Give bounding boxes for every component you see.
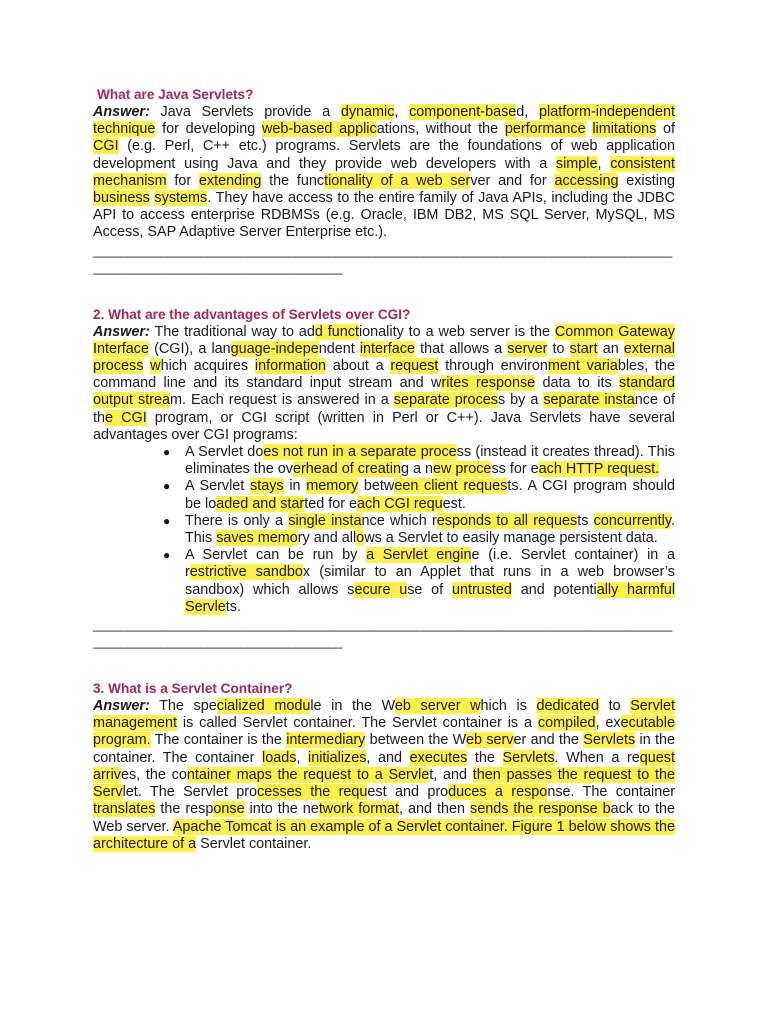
highlighted-text: eb serv: [466, 732, 514, 749]
highlighted-text: es not run in a separate proce: [263, 444, 457, 461]
highlighted-text: een client reques: [394, 478, 508, 495]
highlighted-text: compiled: [537, 715, 596, 732]
highlighted-text: cesses the requ: [257, 784, 368, 801]
highlighted-text: mechanism: [93, 172, 167, 189]
highlighted-text: ally harmful Servle: [185, 581, 676, 615]
list-item: [163, 478, 675, 512]
question-heading-2: 2. What are the advantages of Servlets over CGI?: [93, 306, 411, 322]
answer-label: Answer:: [93, 104, 150, 120]
answer-paragraph-2: [93, 324, 675, 444]
highlighted-text: e CGI: [105, 409, 147, 426]
highlighted-text: initializes: [308, 749, 367, 766]
highlighted-text: technique: [93, 121, 156, 138]
highlighted-text: ment varia: [547, 358, 618, 375]
highlighted-text: then passes the request to the Serv: [93, 766, 676, 801]
highlighted-text: translates: [93, 801, 156, 818]
highlighted-text: external process: [93, 340, 675, 375]
bullet-icon: ●: [163, 513, 171, 528]
list-item-text: A Servlet stays in memory between client requests. A CGI program should be loaded and started for each CGI request.: [185, 478, 675, 512]
list-item-text: A Servlet can be run by a Servlet engine (i.e. Servlet container) in a restrictive sandbox (similar to an Applet that runs in a web browser’s sandbox) which allows secure use of untrusted and potentially harmful Servlets.: [185, 547, 676, 615]
highlighted-text: stays: [250, 478, 284, 495]
highlighted-text: loads: [262, 749, 297, 766]
document-page: [93, 86, 675, 853]
highlighted-text: systems: [154, 190, 208, 207]
highlighted-text: Servlets: [502, 749, 555, 766]
highlighted-text: limitations: [592, 121, 657, 138]
highlighted-text: ach HTTP request.: [538, 461, 660, 478]
answer-text: The traditional way to add functionality to a web server is the Common Gateway Interface (CGI), a language-independent interface that allows a server to start an external process which acquires information about a request through environment variables, the command line and its standard input stream and writes response data to its standard output stream. Each request is answered in a separate process by a separate instance of the CGI program, or CGI script (written in Perl or C++). Java Servlets have several advantages over CGI programs:: [93, 323, 676, 443]
highlighted-text: ew proce: [433, 461, 492, 478]
highlighted-text: request: [390, 358, 439, 375]
list-item: [163, 444, 675, 478]
highlighted-text: concurrently: [593, 512, 671, 529]
highlighted-text: twork format: [318, 801, 399, 818]
answer-label: Answer:: [93, 698, 150, 715]
list-item: [163, 547, 676, 616]
highlighted-text: a Servlet engin: [366, 547, 472, 564]
highlighted-text: esponds to all reques: [436, 512, 578, 529]
highlighted-text: onse: [213, 801, 245, 818]
highlighted-text: ntainer maps the request to a Servle: [186, 766, 430, 783]
list-item-text: There is only a single instance which responds to all requests concurrently. This saves memory and allows a Servlet to easily manage persistent data.: [185, 512, 675, 547]
bullet-icon: ●: [163, 479, 171, 494]
highlighted-text: single insta: [288, 512, 362, 529]
highlighted-text: estrictive sandbo: [189, 564, 303, 581]
highlighted-text: separate insta: [543, 392, 635, 409]
answer-text: The specialized module in the Web server which is dedicated to Servlet management is called Servlet container. The Servlet container is a compiled, executable program. The container is the intermediary between the Web server and the Servlets in the container. The container loads, initializes, and executes the Servlets. When a request arrives, the container maps the request to a Servlet, and then passes the request to the Servlet. The Servlet processes the request and produces a response. The container translates the response into the network format, and then sends the response back to the Web server. Apache Tomcat is an example of a Servlet container. Figure 1 below shows the architecture of a Servlet container.: [93, 698, 676, 852]
highlighted-text: w: [150, 358, 161, 375]
highlighted-text: performance: [504, 121, 586, 138]
highlighted-text: intermediary: [286, 732, 366, 749]
highlighted-text: component-base: [409, 104, 517, 120]
separator-line: ______________________________________________________________________________________: [93, 617, 672, 633]
highlighted-text: memory: [306, 478, 359, 495]
list-item-text: A Servlet does not run in a separate process (instead it creates thread). This eliminates the overhead of creating a new process for each HTTP request.: [185, 444, 675, 478]
question-heading-1: What are Java Servlets?: [97, 87, 254, 102]
highlighted-text: separate proces: [393, 392, 498, 409]
separator-line: ______________________________________________________________________________________: [93, 242, 672, 258]
highlighted-text: standard output strea: [93, 375, 676, 409]
highlighted-text: untrusted: [451, 581, 512, 598]
highlighted-text: d funct: [314, 323, 359, 340]
answer-paragraph-1: [93, 104, 675, 242]
highlighted-text: information: [254, 358, 327, 375]
highlighted-text: cialized modu: [216, 698, 311, 715]
answer-text: Java Servlets provide a dynamic, component-based, platform-independent technique for developing web-based applications, without the performance limitations of CGI (e.g. Perl, C++ etc.) programs. Servlets are the foundations of web application development using Java and they provide web developers with a simple, consistent mechanism for extending the functionality of a web server and for accessing existing business systems. They have access to the entire family of Java APIs, including the JDBC API to access enterprise RDBMSs (e.g. Oracle, IBM DB2, MS SQL Server, MySQL, MS Access, SAP Adaptive Server Enterprise etc.).: [93, 104, 676, 241]
highlighted-text: eb server w: [394, 698, 481, 715]
highlighted-text: business: [93, 190, 150, 207]
highlighted-text: ach CGI requ: [357, 495, 443, 512]
highlighted-text: dedicated: [536, 698, 599, 715]
question-heading-3: 3. What is a Servlet Container?: [93, 681, 293, 697]
highlighted-text: sends the response b: [470, 801, 611, 818]
highlighted-text: erhead of creatin: [293, 461, 402, 478]
highlighted-text: duces a respo: [448, 784, 548, 801]
separator-line-short: _____________________________________: [93, 634, 343, 650]
bullet-icon: ●: [163, 548, 171, 563]
highlighted-text: executes: [409, 749, 468, 766]
highlighted-text: saves memo: [216, 530, 298, 547]
list-item: [163, 512, 675, 547]
highlighted-text: rites response: [441, 375, 536, 392]
highlighted-text: accessing: [554, 172, 619, 189]
highlighted-text: ecure u: [354, 581, 408, 598]
highlighted-text: platform-independent: [539, 104, 676, 120]
answer-paragraph-3: [93, 698, 675, 853]
advantages-list: [93, 444, 675, 616]
highlighted-text: interface: [359, 340, 416, 357]
separator-line-short: _____________________________________: [93, 259, 343, 275]
highlighted-text: quest arriv: [93, 749, 675, 783]
bullet-icon: ●: [163, 445, 171, 460]
highlighted-text: web-based applic: [261, 121, 377, 138]
highlighted-text: Common Gateway Interface: [93, 323, 675, 357]
highlighted-text: Servlet management: [93, 698, 675, 732]
highlighted-text: Servlets: [583, 732, 636, 749]
highlighted-text: aded and star: [216, 495, 305, 512]
highlighted-text: simple: [555, 155, 598, 172]
highlighted-text: dynamic: [340, 104, 395, 120]
highlighted-text: Apache Tomcat is an example of a Servlet container. Figure 1 below shows the architecture of a: [93, 818, 675, 852]
highlighted-text: tionality of a web ser: [324, 172, 471, 189]
highlighted-text: server: [507, 340, 548, 357]
highlighted-text: start: [569, 340, 598, 357]
highlighted-text: CGI: [93, 138, 119, 155]
highlighted-text: ecutable program.: [93, 715, 675, 749]
highlighted-text: extending: [198, 172, 262, 189]
highlighted-text: consistent: [610, 155, 675, 172]
answer-label: Answer:: [93, 323, 150, 340]
highlighted-text: o: [356, 530, 365, 547]
highlighted-text: guage-indepe: [230, 340, 319, 357]
